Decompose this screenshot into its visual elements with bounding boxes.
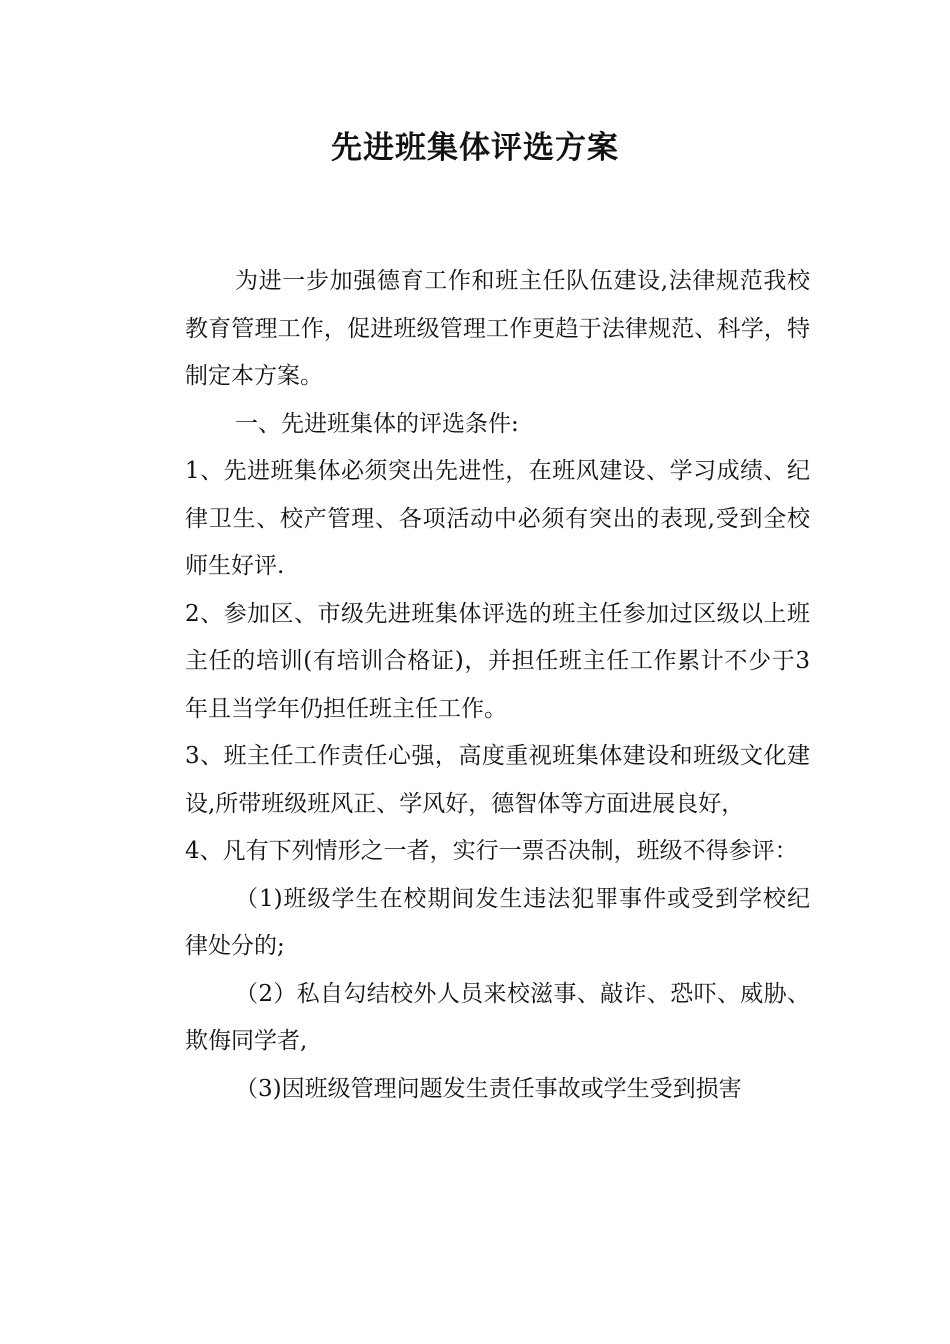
section-heading-criteria: 一、先进班集体的评选条件: [235, 410, 519, 437]
paragraph-veto-3: （3)因班级管理问题发生责任事故或学生受到损害 [235, 1075, 742, 1102]
paragraph-criterion-1: 1、先进班集体必须突出先进性，在班风建设、学习成绩、纪律卫生、校产管理、各项活动中必须有突出的表现,受到全校师生好评. [185, 458, 810, 579]
paragraph-criterion-2: 2、参加区、市级先进班集体评选的班主任参加过区级以上班主任的培训(有培训合格证)，并担任班主任工作累计不少于3年且当学年仍担任班主任工作。 [185, 600, 810, 722]
paragraph-intro: 为进一步加强德育工作和班主任队伍建设,法律规范我校教育管理工作，促进班级管理工作更趋于法律规范、科学，特制定本方案。 [185, 268, 810, 389]
document-title: 先进班集体评选方案 [331, 130, 619, 166]
paragraph-veto-2: （2）私自勾结校外人员来校滋事、敲诈、恐吓、威胁、欺侮同学者, [185, 980, 810, 1054]
paragraph-veto-1: （1)班级学生在校期间发生违法犯罪事件或受到学校纪律处分的; [185, 885, 810, 959]
document-body [185, 258, 810, 1113]
paragraph-criterion-4: 4、凡有下列情形之一者，实行一票否决制，班级不得参评： [185, 838, 798, 864]
paragraph-criterion-3: 3、班主任工作责任心强，高度重视班集体建设和班级文化建设,所带班级班风正、学风好，德智体等方面进展良好， [185, 743, 810, 817]
